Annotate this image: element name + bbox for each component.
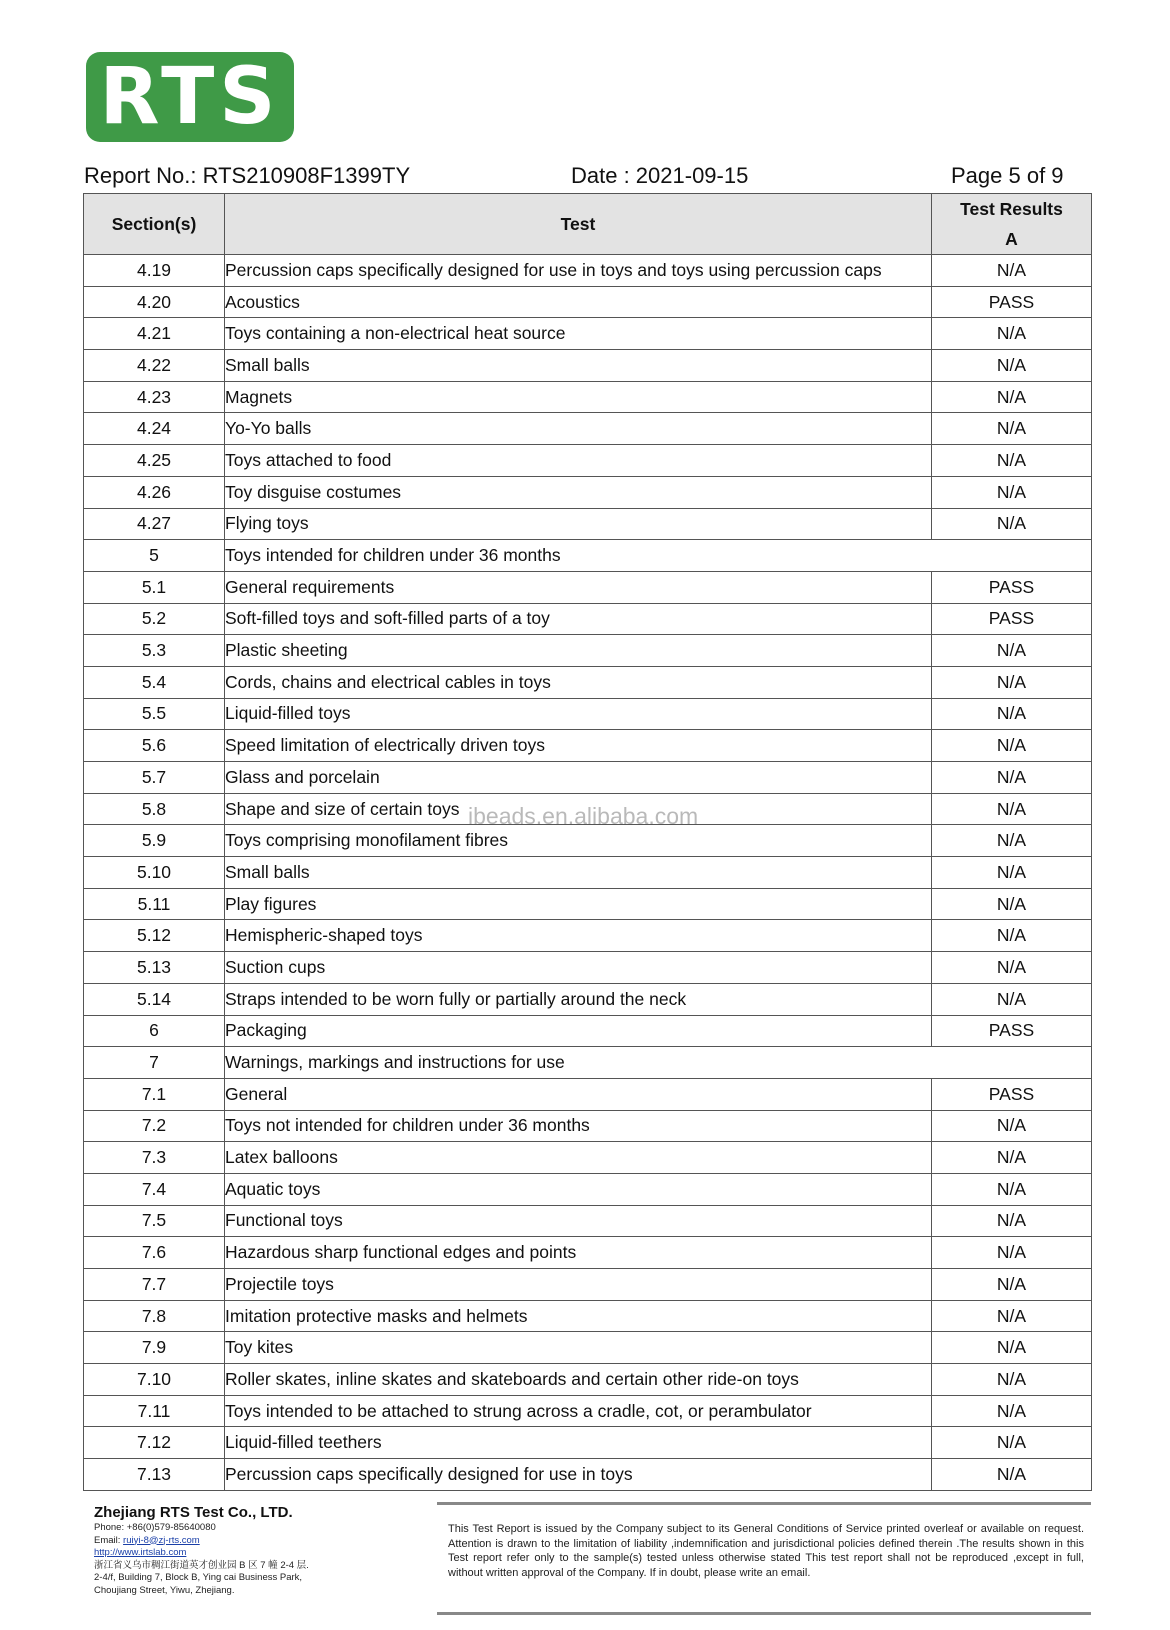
test-cell: Hazardous sharp functional edges and points [225,1237,932,1269]
section-cell: 7.10 [84,1364,225,1396]
table-row [84,445,1092,477]
footer-divider-top [437,1502,1091,1505]
table-row [84,762,1092,794]
section-cell: 7.5 [84,1205,225,1237]
header-test: Test [225,194,932,255]
test-cell: Toys attached to food [225,445,932,477]
test-cell: Projectile toys [225,1269,932,1301]
test-cell: Shape and size of certain toys [225,793,932,825]
footer-divider-bottom [437,1612,1091,1615]
test-cell: Percussion caps specifically designed for use in toys and toys using percussion caps [225,255,932,287]
section-cell: 7.8 [84,1300,225,1332]
test-cell: Toys intended for children under 36 months [225,540,1092,572]
result-cell: N/A [932,1205,1092,1237]
watermark: ibeads.en.alibaba.com [468,803,699,829]
table-row [84,1047,1092,1079]
section-cell: 5.13 [84,952,225,984]
test-cell: Small balls [225,350,932,382]
table-row [84,1173,1092,1205]
section-cell: 7.3 [84,1142,225,1174]
header-results-label: Test Results [960,199,1063,219]
test-cell: Liquid-filled toys [225,698,932,730]
result-cell: N/A [932,698,1092,730]
result-cell: N/A [932,1364,1092,1396]
section-cell: 7.9 [84,1332,225,1364]
address-chinese: 浙江省义乌市稠江街道英才创业园 B 区 7 幢 2-4 层. [94,1559,309,1571]
table-row [84,286,1092,318]
disclaimer-text: This Test Report is issued by the Company subject to its General Conditions of Service printed overleaf or available on request. Attention is drawn to the limitation of liability ,indemnification and jurisdictional policies defined therein .The results shown in this Test report refer only to the sample(s) tested unless otherwise stated This test report shall not be reproduced ,except in full, without written approval of the Company. If in doubt, please write an email. [448,1523,1084,1579]
test-cell: Cords, chains and electrical cables in toys [225,666,932,698]
address-line-1: 2-4/f, Building 7, Block B, Ying cai Business Park, [94,1572,303,1583]
test-cell: Suction cups [225,952,932,984]
section-cell: 7.6 [84,1237,225,1269]
section-cell: 5.8 [84,793,225,825]
section-cell: 7 [84,1047,225,1079]
test-cell: Soft-filled toys and soft-filled parts of a toy [225,603,932,635]
section-cell: 5.1 [84,571,225,603]
table-row [84,1459,1092,1491]
result-cell: N/A [932,730,1092,762]
section-cell: 5.3 [84,635,225,667]
test-cell: Toys intended to be attached to strung across a cradle, cot, or perambulator [225,1395,932,1427]
result-cell: N/A [932,318,1092,350]
table-row [84,318,1092,350]
table-row [84,1142,1092,1174]
company-email-line [94,1535,414,1548]
test-cell: Acoustics [225,286,932,318]
test-results-table [83,193,1092,1491]
section-cell: 5.11 [84,888,225,920]
section-cell: 5.14 [84,983,225,1015]
table-row [84,825,1092,857]
section-cell: 4.20 [84,286,225,318]
table-row [84,1237,1092,1269]
section-cell: 5.9 [84,825,225,857]
result-cell: N/A [932,952,1092,984]
table-row [84,350,1092,382]
table-row [84,255,1092,287]
result-cell: N/A [932,1269,1092,1301]
test-cell: Speed limitation of electrically driven toys [225,730,932,762]
section-cell: 4.22 [84,350,225,382]
result-cell: N/A [932,920,1092,952]
result-cell: N/A [932,1395,1092,1427]
test-cell: Glass and porcelain [225,762,932,794]
report-number: Report No.: RTS210908F1399TY [84,163,411,188]
email-prefix: Email: [94,1534,124,1546]
table-row [84,888,1092,920]
table-row [84,1395,1092,1427]
table-row [84,666,1092,698]
result-cell: N/A [932,476,1092,508]
test-cell: Toys containing a non-electrical heat source [225,318,932,350]
table-row [84,793,1092,825]
logo-text: RTS [99,52,281,142]
section-cell: 5.7 [84,762,225,794]
test-cell: Aquatic toys [225,1173,932,1205]
table-row [84,508,1092,540]
header-results-sample: A [1005,229,1018,249]
result-cell: N/A [932,381,1092,413]
table-body [84,255,1092,1491]
result-cell: N/A [932,888,1092,920]
table-row [84,413,1092,445]
test-cell: Play figures [225,888,932,920]
table-row [84,1427,1092,1459]
result-cell: N/A [932,508,1092,540]
result-cell: N/A [932,1142,1092,1174]
company-name: Zhejiang RTS Test Co., LTD. [94,1504,293,1521]
result-cell: N/A [932,1459,1092,1491]
table-row [84,381,1092,413]
table-row [84,698,1092,730]
result-cell: N/A [932,635,1092,667]
result-cell: N/A [932,666,1092,698]
section-cell: 7.1 [84,1078,225,1110]
section-cell: 7.7 [84,1269,225,1301]
result-cell: N/A [932,793,1092,825]
test-cell: Latex balloons [225,1142,932,1174]
result-cell: N/A [932,825,1092,857]
table-row [84,1110,1092,1142]
result-cell: N/A [932,1300,1092,1332]
result-cell: PASS [932,1015,1092,1047]
test-cell: Toy kites [225,1332,932,1364]
test-cell: Toys not intended for children under 36 months [225,1110,932,1142]
address-line-2: Choujiang Street, Yiwu, Zhejiang. [94,1584,235,1596]
result-cell: N/A [932,1332,1092,1364]
section-cell: 5 [84,540,225,572]
result-cell: N/A [932,1237,1092,1269]
test-cell: Imitation protective masks and helmets [225,1300,932,1332]
section-cell: 4.27 [84,508,225,540]
result-cell: N/A [932,762,1092,794]
result-cell: PASS [932,1078,1092,1110]
header-section: Section(s) [84,194,225,255]
section-cell: 5.10 [84,857,225,889]
table-row [84,571,1092,603]
table-row [84,1269,1092,1301]
section-cell: 4.23 [84,381,225,413]
test-cell: Warnings, markings and instructions for use [225,1047,1092,1079]
company-info [94,1504,414,1597]
result-cell: N/A [932,1110,1092,1142]
test-cell: Toys comprising monofilament fibres [225,825,932,857]
company-phone: Phone: +86(0)579-85640080 [94,1522,216,1533]
test-cell: General [225,1078,932,1110]
test-cell: Magnets [225,381,932,413]
test-cell: Small balls [225,857,932,889]
table-row [84,603,1092,635]
result-cell: PASS [932,571,1092,603]
result-cell: N/A [932,255,1092,287]
table-row [84,1332,1092,1364]
header-results [932,194,1092,255]
report-date: Date : 2021-09-15 [571,163,749,188]
section-cell: 5.5 [84,698,225,730]
table-header-row [84,194,1092,255]
test-cell: Straps intended to be worn fully or partially around the neck [225,983,932,1015]
test-cell: General requirements [225,571,932,603]
section-cell: 4.26 [84,476,225,508]
table-row [84,1364,1092,1396]
section-cell: 7.2 [84,1110,225,1142]
test-cell: Liquid-filled teethers [225,1427,932,1459]
section-cell: 5.4 [84,666,225,698]
section-cell: 6 [84,1015,225,1047]
section-cell: 4.21 [84,318,225,350]
result-cell: N/A [932,1173,1092,1205]
table-row [84,1205,1092,1237]
test-cell: Percussion caps specifically designed for use in toys [225,1459,932,1491]
section-cell: 4.24 [84,413,225,445]
result-cell: N/A [932,413,1092,445]
section-cell: 7.13 [84,1459,225,1491]
result-cell: N/A [932,983,1092,1015]
section-cell: 7.12 [84,1427,225,1459]
table-row [84,635,1092,667]
table-row [84,983,1092,1015]
rts-logo [86,52,294,142]
email-link[interactable]: ruiyi-8@zj-rts.com [123,1534,200,1546]
section-cell: 5.2 [84,603,225,635]
website-link[interactable]: http://www.irtslab.com [94,1547,187,1558]
test-cell: Packaging [225,1015,932,1047]
result-cell: N/A [932,445,1092,477]
table-row [84,1078,1092,1110]
test-cell: Functional toys [225,1205,932,1237]
table-row [84,857,1092,889]
section-cell: 4.19 [84,255,225,287]
table-row [84,1015,1092,1047]
section-cell: 7.11 [84,1395,225,1427]
result-cell: N/A [932,857,1092,889]
section-cell: 7.4 [84,1173,225,1205]
table-row [84,540,1092,572]
section-cell: 5.12 [84,920,225,952]
section-cell: 5.6 [84,730,225,762]
table-row [84,952,1092,984]
result-cell: PASS [932,603,1092,635]
result-cell: PASS [932,286,1092,318]
table-row [84,476,1092,508]
test-cell: Flying toys [225,508,932,540]
page-number: Page 5 of 9 [951,163,1064,188]
test-cell: Yo-Yo balls [225,413,932,445]
test-cell: Toy disguise costumes [225,476,932,508]
table-row [84,1300,1092,1332]
result-cell: N/A [932,1427,1092,1459]
test-cell: Plastic sheeting [225,635,932,667]
table-row [84,920,1092,952]
section-cell: 4.25 [84,445,225,477]
test-cell: Hemispheric-shaped toys [225,920,932,952]
test-cell: Roller skates, inline skates and skateboards and certain other ride-on toys [225,1364,932,1396]
table-row [84,730,1092,762]
result-cell: N/A [932,350,1092,382]
